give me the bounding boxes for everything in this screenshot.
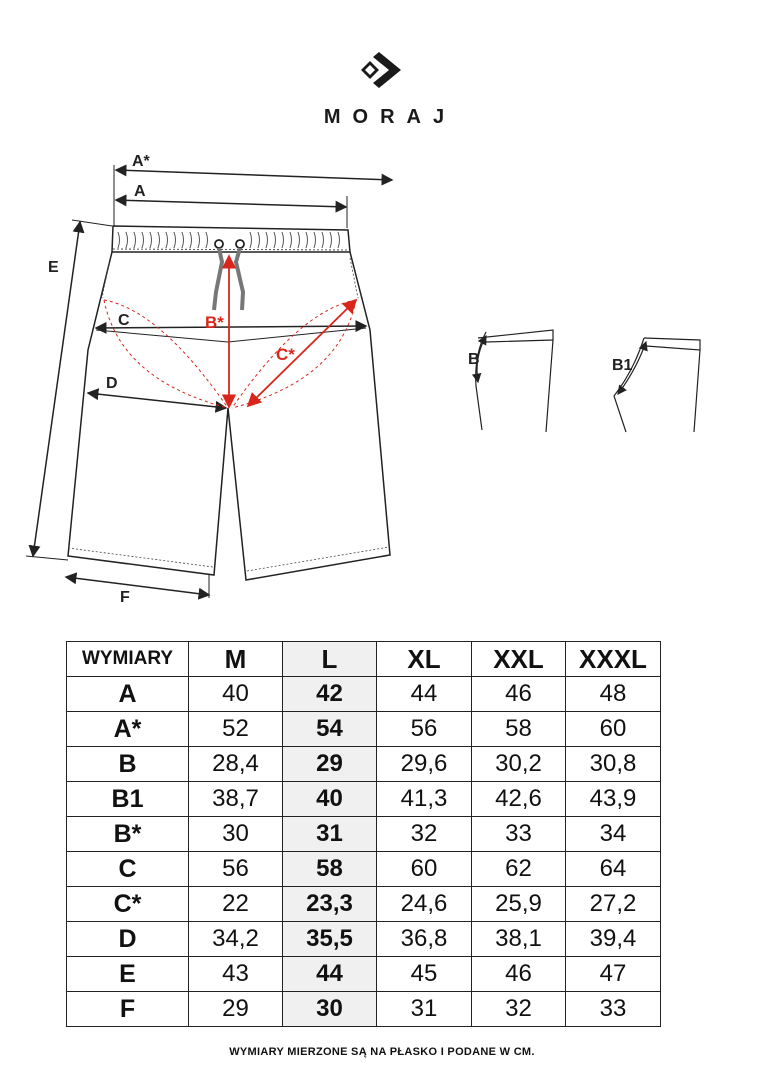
label-c-star: C* — [276, 345, 295, 364]
table-cell: 60 — [566, 712, 661, 747]
label-e: E — [48, 259, 59, 276]
table-cell: 42 — [283, 677, 377, 712]
table-cell: 52 — [189, 712, 283, 747]
table-cell: 54 — [283, 712, 377, 747]
table-cell: 46 — [472, 957, 566, 992]
table-cell: 29 — [189, 992, 283, 1027]
table-cell: 44 — [377, 677, 472, 712]
table-cell: 39,4 — [566, 922, 661, 957]
table-row — [67, 957, 661, 992]
header-size-xxl: XXL — [472, 642, 566, 677]
table-cell: 25,9 — [472, 887, 566, 922]
table-cell: 33 — [472, 817, 566, 852]
drawstring-eyelet-right — [236, 240, 244, 248]
brand-name: MORAJ — [323, 106, 457, 128]
table-cell: 42,6 — [472, 782, 566, 817]
row-label: C — [67, 852, 189, 887]
table-cell: 23,3 — [283, 887, 377, 922]
side-view-b — [468, 330, 553, 432]
table-cell: 28,4 — [189, 747, 283, 782]
header-size-l: L — [283, 642, 377, 677]
label-a: A — [134, 183, 146, 200]
table-cell: 22 — [189, 887, 283, 922]
row-label: B* — [67, 817, 189, 852]
table-cell: 47 — [566, 957, 661, 992]
table-cell: 44 — [283, 957, 377, 992]
table-cell: 27,2 — [566, 887, 661, 922]
table-cell: 35,5 — [283, 922, 377, 957]
table-cell: 30 — [189, 817, 283, 852]
header-wymiary: WYMIARY — [67, 642, 189, 677]
row-label: B1 — [67, 782, 189, 817]
table-cell: 32 — [377, 817, 472, 852]
side-view-b1 — [612, 338, 700, 432]
header-size-m: M — [189, 642, 283, 677]
row-label: A — [67, 677, 189, 712]
table-cell: 46 — [472, 677, 566, 712]
table-row — [67, 782, 661, 817]
row-label: F — [67, 992, 189, 1027]
label-c: C — [118, 312, 130, 329]
measure-a-star-line — [116, 170, 392, 180]
table-cell: 58 — [472, 712, 566, 747]
table-cell: 34 — [566, 817, 661, 852]
shorts-measurement-diagram — [0, 140, 764, 620]
table-row — [67, 992, 661, 1027]
row-label: E — [67, 957, 189, 992]
table-row — [67, 712, 661, 747]
measure-c-star-line — [248, 300, 356, 406]
table-cell: 30,2 — [472, 747, 566, 782]
table-row — [67, 677, 661, 712]
table-cell: 48 — [566, 677, 661, 712]
size-table — [66, 641, 661, 1027]
table-row — [67, 852, 661, 887]
table-row — [67, 817, 661, 852]
label-b-star: B* — [205, 313, 224, 332]
table-cell: 38,7 — [189, 782, 283, 817]
table-cell: 64 — [566, 852, 661, 887]
row-label: D — [67, 922, 189, 957]
header-size-xxxl: XXXL — [566, 642, 661, 677]
table-cell: 29 — [283, 747, 377, 782]
label-b: B — [468, 351, 480, 368]
label-a-star: A* — [132, 153, 150, 170]
row-label: A* — [67, 712, 189, 747]
table-cell: 30 — [283, 992, 377, 1027]
table-cell: 24,6 — [377, 887, 472, 922]
measure-d-line — [88, 393, 226, 408]
measurement-footnote: WYMIARY MIERZONE SĄ NA PŁASKO I PODANE W CM. — [229, 1046, 535, 1058]
label-b1: B1 — [612, 357, 633, 374]
row-label: C* — [67, 887, 189, 922]
table-cell: 30,8 — [566, 747, 661, 782]
chevron-arrow-logo-icon — [359, 48, 405, 92]
label-f: F — [120, 589, 130, 606]
brand-logo — [0, 48, 764, 92]
table-cell: 62 — [472, 852, 566, 887]
table-cell: 60 — [377, 852, 472, 887]
measure-a-line — [116, 200, 346, 207]
table-row — [67, 747, 661, 782]
table-cell: 45 — [377, 957, 472, 992]
size-table-header — [67, 642, 661, 677]
label-d: D — [106, 375, 118, 392]
table-cell: 43,9 — [566, 782, 661, 817]
table-cell: 36,8 — [377, 922, 472, 957]
drawstring-left — [214, 248, 222, 310]
table-cell: 31 — [283, 817, 377, 852]
measure-f-line — [66, 577, 209, 595]
table-cell: 41,3 — [377, 782, 472, 817]
table-row — [67, 922, 661, 957]
table-cell: 58 — [283, 852, 377, 887]
table-cell: 40 — [189, 677, 283, 712]
row-label: B — [67, 747, 189, 782]
table-cell: 43 — [189, 957, 283, 992]
table-cell: 32 — [472, 992, 566, 1027]
drawstring-eyelet-left — [215, 240, 223, 248]
table-cell: 34,2 — [189, 922, 283, 957]
measure-c-line — [96, 326, 366, 328]
table-cell: 38,1 — [472, 922, 566, 957]
table-row — [67, 887, 661, 922]
table-cell: 31 — [377, 992, 472, 1027]
table-cell: 29,6 — [377, 747, 472, 782]
table-cell: 56 — [189, 852, 283, 887]
table-cell: 56 — [377, 712, 472, 747]
header-size-xl: XL — [377, 642, 472, 677]
drawstring-right — [236, 248, 243, 310]
table-cell: 40 — [283, 782, 377, 817]
table-cell: 33 — [566, 992, 661, 1027]
